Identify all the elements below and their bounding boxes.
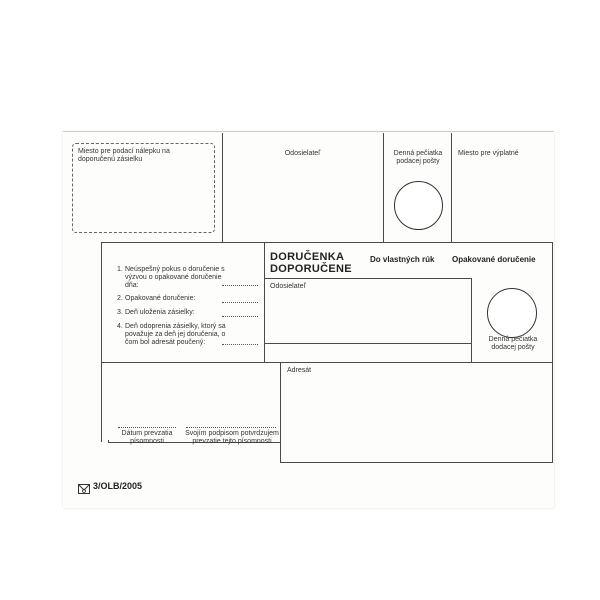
receipt-title-2: DOPORUČENE xyxy=(270,263,352,275)
date-fill-line xyxy=(118,427,176,428)
divider xyxy=(264,242,265,363)
own-hands-label: Do vlastných rúk xyxy=(370,255,435,264)
repeated-delivery-label: Opakované doručenie xyxy=(452,255,536,264)
stamp-label-receipt: Denná pečiatka dodacej pošty xyxy=(488,336,538,351)
receipt-top-border xyxy=(101,242,553,243)
divider xyxy=(264,343,472,344)
item-number: 3. xyxy=(117,309,123,316)
signature-fill-line xyxy=(186,427,276,428)
divider xyxy=(280,362,281,462)
date-label: Dátum prevzatia písomnosti xyxy=(121,430,173,445)
divider xyxy=(383,133,384,242)
sender-label-top: Odosielateľ xyxy=(284,150,321,157)
stamp-label-top: Denná pečiatka podacej pošty xyxy=(393,150,443,165)
payment-label: Miesto pre výplatné xyxy=(458,150,519,157)
sticker-label: Miesto pre podací nálepku na doporučenú zásielku xyxy=(78,148,170,163)
stamp-circle-receipt xyxy=(487,288,537,338)
fill-line xyxy=(222,302,258,303)
item-text: Opakované doručenie: xyxy=(125,295,196,302)
fill-line xyxy=(222,285,258,286)
item-number: 1. xyxy=(117,266,123,273)
item-number: 2. xyxy=(117,295,123,302)
addressee-label: Adresát xyxy=(287,367,312,374)
receipt-right-border xyxy=(552,242,553,463)
item-text: Deň uloženia zásielky: xyxy=(125,309,195,316)
signature-label: Svojím podpisom potvrdzujem prevzatie tejto písomnosti xyxy=(185,430,279,445)
divider xyxy=(280,462,552,463)
item-text: Deň odoprenia zásielky, ktorý sa považuje za deň jej doručenia, o čom bol adresát poučený: xyxy=(125,323,226,346)
divider xyxy=(264,278,472,279)
fill-line xyxy=(222,344,258,345)
postal-logo-icon xyxy=(78,481,90,491)
divider xyxy=(108,440,109,443)
form-code: 3/OLB/2005 xyxy=(93,481,143,491)
divider xyxy=(451,133,452,242)
receipt-title-1: DORUČENKA xyxy=(270,251,345,263)
item-number: 4. xyxy=(117,323,123,330)
divider xyxy=(101,362,552,363)
stamp-circle-top xyxy=(394,181,443,230)
item-text: Neúspešný pokus o doručenie s výzvou o opakované doručenie dňa: xyxy=(125,266,225,289)
fill-line xyxy=(222,316,258,317)
divider xyxy=(101,362,102,442)
receipt-left-border xyxy=(101,242,102,363)
sender-label-receipt: Odosielateľ xyxy=(270,283,306,290)
divider xyxy=(471,278,472,362)
